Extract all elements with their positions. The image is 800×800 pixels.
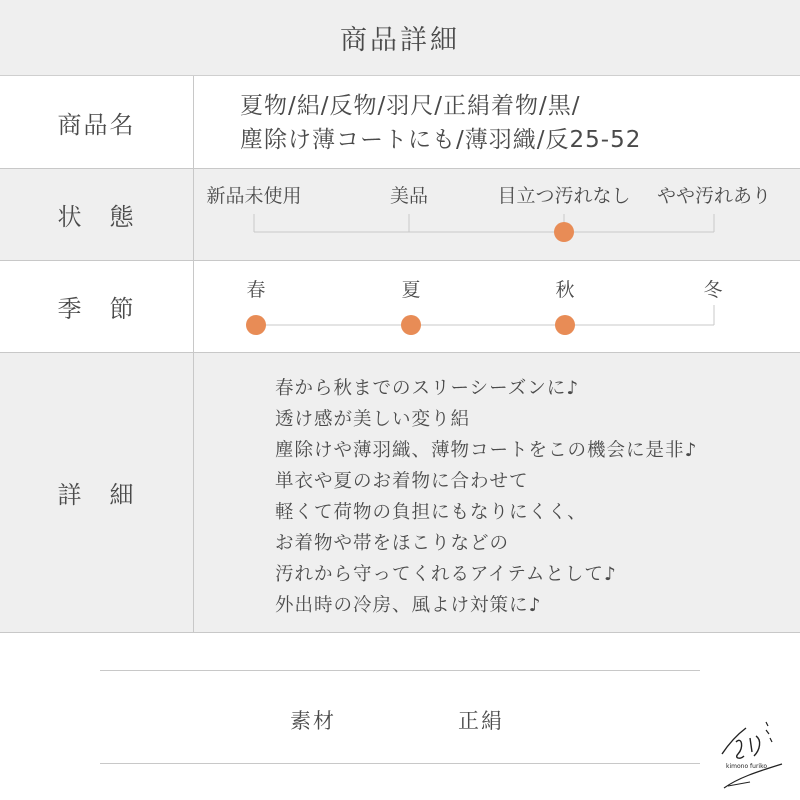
season-selected-dot — [246, 315, 266, 335]
season-selected-dot — [401, 315, 421, 335]
details-text — [275, 373, 697, 621]
material-value: 正絹 — [458, 709, 504, 733]
details-line: 単衣や夏のお着物に合わせて — [275, 471, 529, 492]
season-row — [0, 261, 800, 353]
season-level-label: 夏 — [401, 279, 421, 301]
condition-selected-dot — [554, 222, 574, 242]
details-line: 軽くて荷物の負担にもなりにくく、 — [275, 502, 587, 523]
product-name-value — [240, 89, 641, 157]
condition-row — [0, 169, 800, 261]
season-level-label: 秋 — [555, 279, 575, 301]
material-top-rule — [100, 670, 700, 671]
season-level-label: 冬 — [703, 279, 723, 301]
details-line: 春から秋までのスリーシーズンに♪ — [275, 378, 580, 399]
season-label: 季 節 — [57, 295, 136, 323]
details-label: 詳 細 — [57, 481, 136, 509]
brand-logo — [716, 712, 790, 792]
logo-text: kimono furiko — [726, 763, 768, 770]
material-bottom-rule — [100, 763, 700, 764]
product-name-label: 商品名 — [57, 110, 136, 139]
details-line: 外出時の冷房、風よけ対策に♪ — [275, 595, 542, 616]
condition-label: 状 態 — [57, 203, 136, 231]
season-level-label: 春 — [246, 279, 266, 301]
material-label: 素材 — [290, 709, 336, 733]
page-title: 商品詳細 — [340, 25, 460, 56]
product-name-line: 夏物/絽/反物/羽尺/正絹着物/黒/ — [240, 93, 581, 119]
details-line: 汚れから守ってくれるアイテムとして♪ — [275, 564, 617, 585]
details-row — [0, 353, 800, 633]
product-name-label-cell — [0, 76, 194, 168]
condition-level-label: 目立つ汚れなし — [497, 185, 631, 207]
details-label-cell — [0, 353, 194, 632]
season-scale — [0, 261, 800, 352]
condition-scale — [0, 169, 800, 260]
details-line: 塵除けや薄羽織、薄物コートをこの機会に是非♪ — [275, 440, 698, 461]
condition-level-label: 美品 — [389, 185, 429, 207]
details-line: 透け感が美しい変り絽 — [275, 409, 471, 430]
season-selected-dot — [555, 315, 575, 335]
product-name-line: 塵除け薄コートにも/薄羽織/反25-52 — [240, 127, 642, 153]
details-line: お着物や帯をほこりなどの — [275, 533, 510, 554]
condition-level-label: やや汚れあり — [656, 185, 772, 207]
condition-level-label: 新品未使用 — [206, 185, 302, 207]
page-header — [0, 0, 800, 76]
product-name-row — [0, 76, 800, 169]
